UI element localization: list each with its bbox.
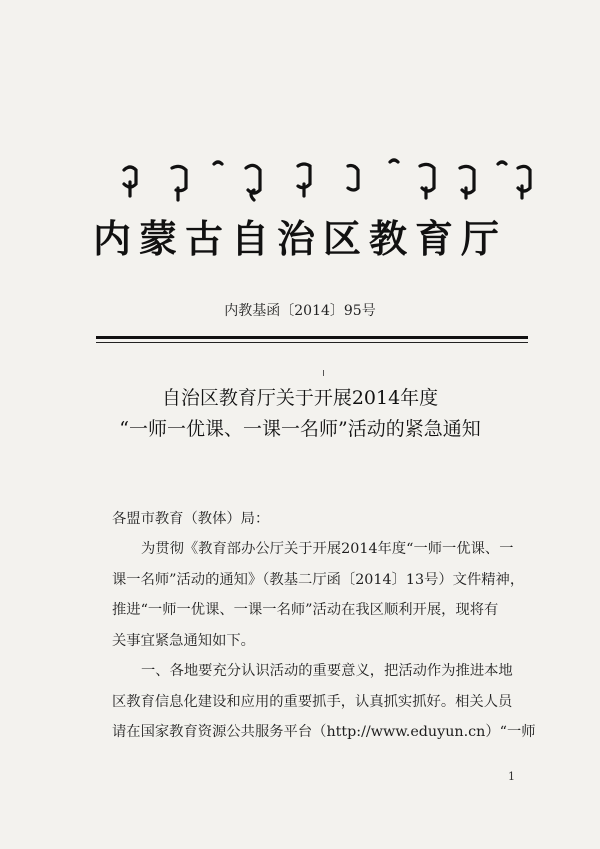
paragraph-1-line-3: 推进“一师一优课、一课一名师”活动在我区顺利开展，现将有 xyxy=(112,602,499,618)
notice-title-line-2: “一师一优课、一课一名师”活动的紧急通知 xyxy=(119,418,481,440)
scan-mark xyxy=(323,370,324,376)
paragraph-1-line-1: 为贯彻《教育部办公厅关于开展2014年度“一师一优课、一 xyxy=(141,541,514,557)
paragraph-2-line-3: 请在国家教育资源公共服务平台（http://www.eduyun.cn）“一师 xyxy=(112,724,536,740)
salutation: 各盟市教育（教体）局： xyxy=(112,511,270,527)
header-divider-thick xyxy=(96,336,528,339)
issuing-agency-name: 内蒙古自治区教育厅 xyxy=(92,216,507,261)
page-number: 1 xyxy=(508,770,515,783)
paragraph-2-line-1: 一、各地要充分认识活动的重要意义，把活动作为推进本地 xyxy=(141,663,513,679)
notice-title-line-1: 自治区教育厅关于开展2014年度 xyxy=(161,387,439,409)
header-divider-thin xyxy=(96,342,528,343)
paragraph-2-line-2: 区教育信息化建设和应用的重要抓手，认真抓实抓好。相关人员 xyxy=(112,694,513,710)
paragraph-1-line-4: 关事宜紧急通知如下。 xyxy=(112,633,255,649)
paragraph-1-line-2: 课一名师”活动的通知》（教基二厅函〔2014〕13号）文件精神， xyxy=(112,572,525,588)
document-number: 内教基函〔2014〕95号 xyxy=(224,303,376,319)
mongolian-script-header xyxy=(118,152,538,212)
